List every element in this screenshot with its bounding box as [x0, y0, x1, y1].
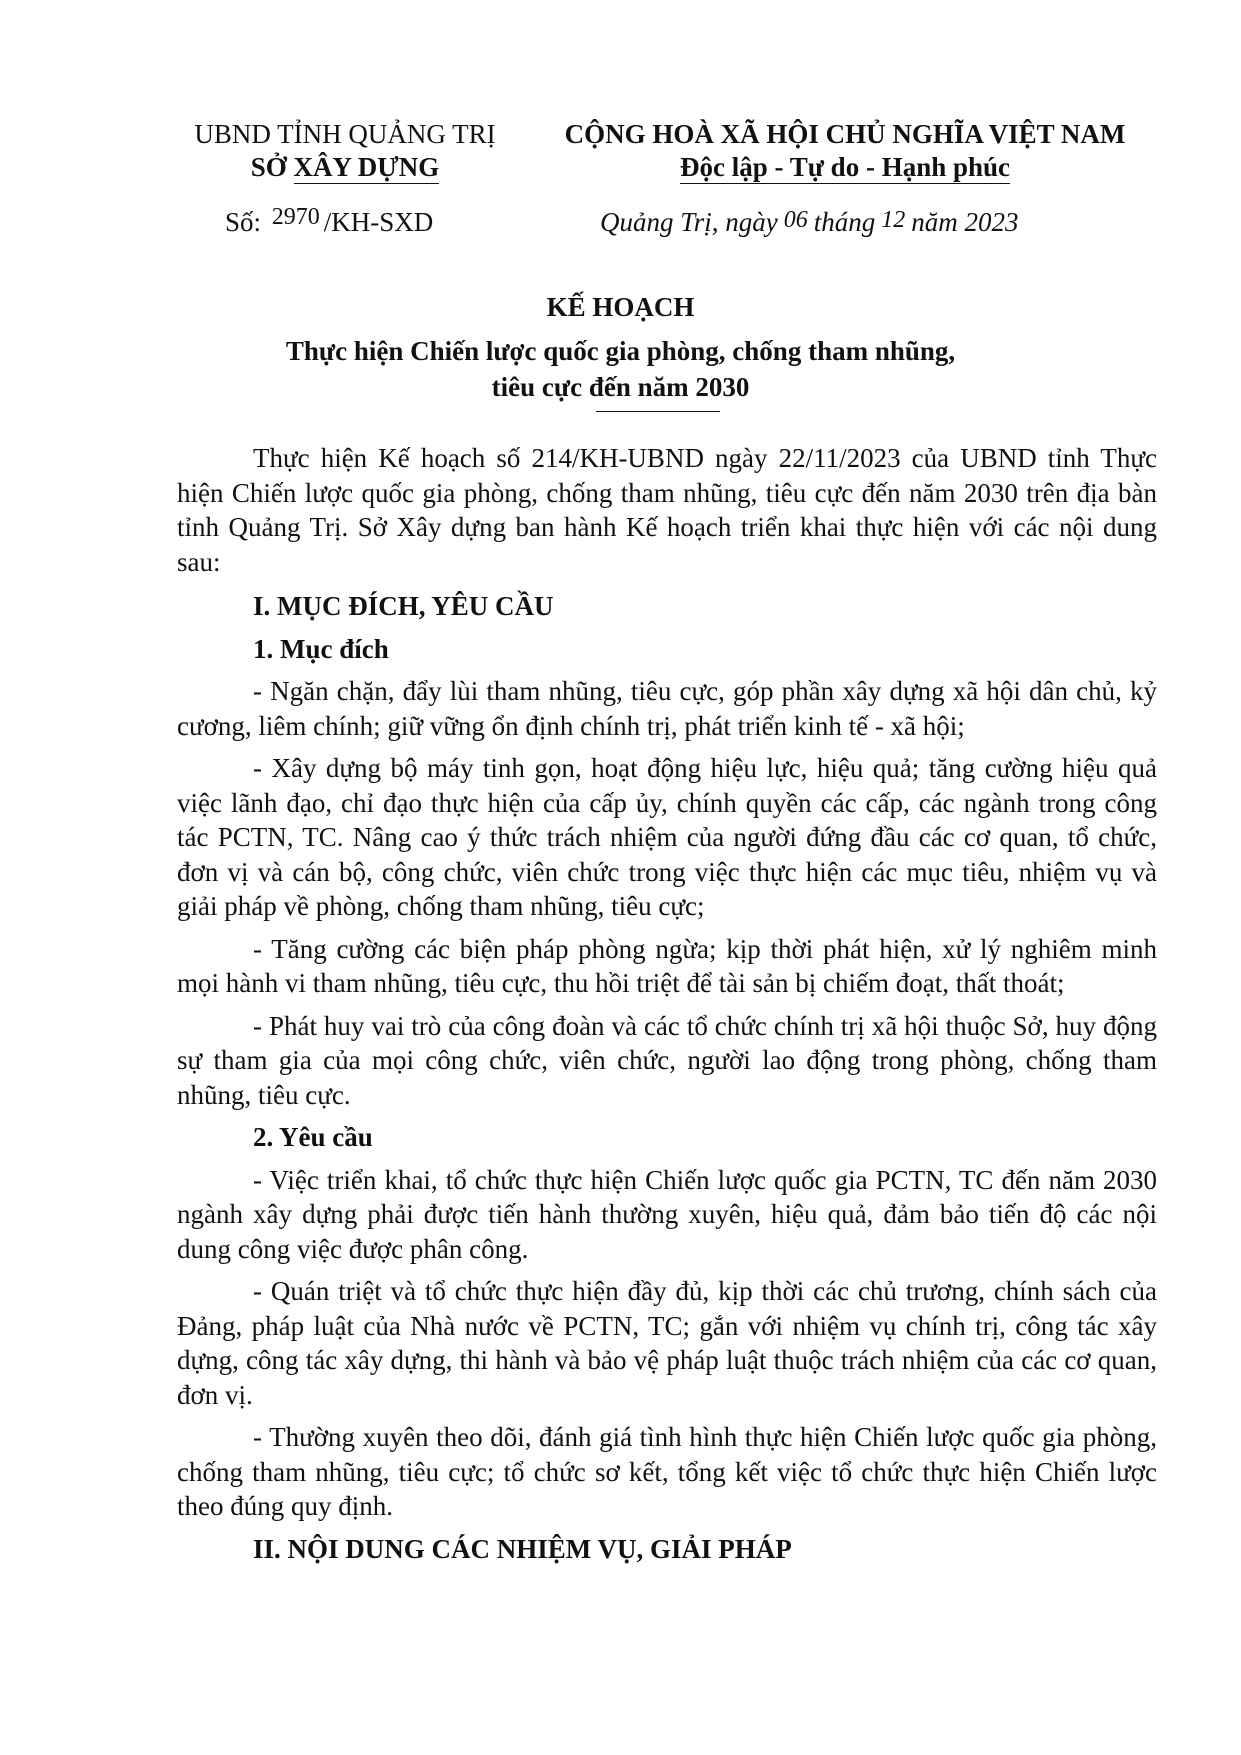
- requirement-item: - Việc triển khai, tổ chức thực hiện Chiến lược quốc gia PCTN, TC đến năm 2030 ngành xây dựng phải được tiến hành thường xuyên, hiệu quả, đảm bảo tiến độ các nội dung công việc được phân công.: [177, 1164, 1157, 1264]
- date-day: 06: [783, 207, 808, 233]
- purpose-item: - Phát huy vai trò của công đoàn và các tổ chức chính trị xã hội thuộc Sở, huy động sự tham gia của mọi công chức, viên chức, người lao động trong phòng, chống tham nhũng, tiêu cực.: [177, 1010, 1157, 1110]
- document-subtitle: [0, 333, 1241, 405]
- requirement-item: - Thường xuyên theo dõi, đánh giá tình hình thực hiện Chiến lược quốc gia phòng, chống tham nhũng, tiêu cực; tổ chức sơ kết, tổng kết việc tổ chức thực hiện Chiến lược theo đúng quy định.: [177, 1422, 1157, 1521]
- date-month-label: tháng: [813, 207, 876, 237]
- document-number-value: 2970: [271, 204, 320, 230]
- national-header: [530, 118, 1160, 184]
- issuing-agency: [170, 118, 520, 184]
- document-body: [177, 441, 1157, 1574]
- purpose-item: - Ngăn chặn, đẩy lùi tham nhũng, tiêu cực, góp phần xây dựng xã hội dân chủ, kỷ cương, liêm chính; giữ vững ổn định chính trị, phát triển kinh tế - xã hội;: [177, 676, 1157, 741]
- national-motto-text: Độc lập - Tự do - Hạnh phúc: [679, 152, 1011, 182]
- national-motto: [530, 151, 1160, 184]
- document-title: KẾ HOẠCH: [546, 292, 695, 322]
- country-name: CỘNG HOÀ XÃ HỘI CHỦ NGHĨA VIỆT NAM: [564, 119, 1126, 149]
- subtitle-line-2: tiêu cực đến năm 2030: [491, 372, 750, 402]
- subsection-2-heading: 2. Yêu cầu: [253, 1122, 373, 1152]
- title-divider: [596, 411, 720, 412]
- requirement-item: - Quán triệt và tổ chức thực hiện đầy đủ, kịp thời các chủ trương, chính sách của Đảng, pháp luật của Nhà nước về PCTN, TC; gắn với nhiệm vụ chính trị, công tác xây dựng, công tác xây dựng, thi hành và bảo vệ pháp luật thuộc trách nhiệm của các cơ quan, đơn vị.: [177, 1276, 1157, 1410]
- date-year: năm 2023: [911, 207, 1019, 237]
- date-prefix: Quảng Trị, ngày: [600, 207, 778, 237]
- date-month: 12: [881, 207, 906, 233]
- subsection-1-heading: 1. Mục đích: [253, 633, 389, 664]
- purpose-item: - Xây dựng bộ máy tinh gọn, hoạt động hiệu lực, hiệu quả; tăng cường hiệu quả việc lãnh đạo, chỉ đạo thực hiện của cấp ủy, chính quyền các cấp, các ngành trong công tác PCTN, TC. Nâng cao ý thức trách nhiệm của người đứng đầu các cơ quan, tổ chức, đơn vị và cán bộ, công chức, viên chức trong việc thực hiện các mục tiêu, nhiệm vụ và giải pháp về phòng, chống tham nhũng, tiêu cực;: [177, 753, 1157, 921]
- document-number-suffix: /KH-SXD: [323, 207, 434, 237]
- subtitle-line-1: Thực hiện Chiến lược quốc gia phòng, chống tham nhũng,: [285, 336, 956, 366]
- issue-date: [600, 207, 1019, 238]
- section-1-heading: I. MỤC ĐÍCH, YÊU CẦU: [253, 591, 554, 621]
- intro-paragraph: Thực hiện Kế hoạch số 214/KH-UBND ngày 22/11/2023 của UBND tỉnh Thực hiện Chiến lược quốc gia phòng, chống tham nhũng, tiêu cực đến năm 2030 trên địa bàn tỉnh Quảng Trị. Sở Xây dựng ban hành Kế hoạch triển khai thực hiện với các nội dung sau:: [177, 443, 1157, 577]
- purpose-item: - Tăng cường các biện pháp phòng ngừa; kịp thời phát hiện, xử lý nghiêm minh mọi hành vi tham nhũng, tiêu cực, thu hồi triệt để tài sản bị chiếm đoạt, thất thoát;: [177, 933, 1157, 998]
- agency-name: [170, 151, 520, 184]
- document-number: [225, 204, 434, 238]
- agency-parent: UBND TỈNH QUẢNG TRỊ: [194, 119, 496, 149]
- agency-name-underlined: XÂY DỰNG: [293, 152, 440, 182]
- document-number-label: Số:: [225, 207, 262, 237]
- section-2-heading: II. NỘI DUNG CÁC NHIỆM VỤ, GIẢI PHÁP: [253, 1533, 792, 1564]
- agency-name-prefix: SỞ: [250, 152, 294, 182]
